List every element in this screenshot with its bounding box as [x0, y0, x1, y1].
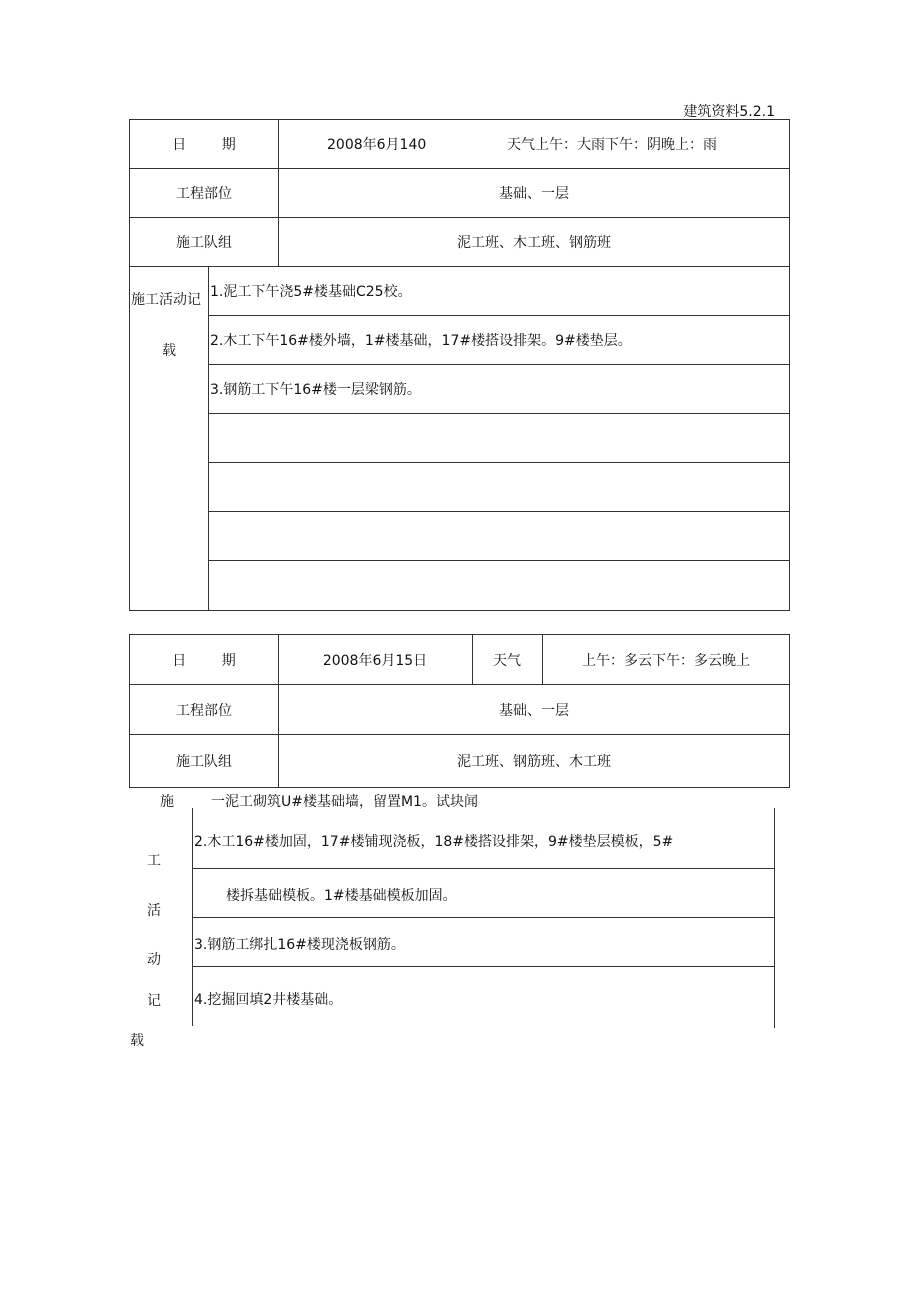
log1-team-value: 泥工班、木工班、钢筋班 — [457, 235, 611, 251]
log1-activity-row — [208, 462, 210, 512]
log1-location-label: 工程部位 — [176, 186, 232, 202]
log2-weather-value: 上午：多云下午：多云晚上 — [582, 652, 750, 669]
log2-activity-rule — [192, 917, 775, 918]
log2-date-label: 日 期 — [172, 652, 236, 669]
log2-date-value: 2008年6月15日 — [322, 652, 428, 669]
log1-activity-label-end: 载 — [162, 343, 176, 359]
log1-activity-row — [208, 511, 210, 561]
log2-activity-label-char: 动 — [147, 952, 161, 968]
log2-team-label: 施工队组 — [176, 754, 232, 770]
log1-rule — [208, 462, 790, 463]
log1-activity-row: 3.钢筋工下午16#楼一层梁钢筋。 — [210, 382, 421, 398]
log2-location-value: 基础、一层 — [499, 702, 569, 719]
log2-activity-label-char: 活 — [147, 903, 161, 919]
log2-activity-right-border — [774, 808, 775, 1028]
log2-location-label: 工程部位 — [176, 702, 232, 719]
doc-id: 建筑资料5.2.1 — [683, 104, 775, 120]
log2-team-value: 泥工班、钢筋班、木工班 — [457, 754, 611, 770]
log2-activity-rule — [192, 966, 775, 967]
log1-date-value: 2008年6月140 — [327, 137, 427, 153]
log2-activity-line: 3.钢筋工绑扎16#楼现浇板钢筋。 — [194, 937, 405, 953]
log2-activity-label-char: 工 — [147, 853, 161, 869]
log1-activity-label: 施工活动记 — [131, 292, 201, 308]
log1-date-label: 日 期 — [172, 137, 236, 153]
log2-activity-line: 2.木工16#楼加固，17#楼铺现浇板，18#楼搭设排架，9#楼垫层模板，5# — [194, 834, 674, 850]
log1-activity-row — [208, 560, 210, 610]
log2-activity-label-char: 施 — [160, 794, 174, 810]
log2-activity-label-char: 记 — [147, 993, 161, 1009]
log1-activity-row — [208, 413, 210, 463]
log2-activity-line: 一泥工砌筑U#楼基础墙，留置M1。试块闻 — [211, 794, 478, 810]
log1-activity-row: 1.泥工下午浇5#楼基础C25校。 — [210, 284, 412, 300]
log1-weather: 天气上午：大雨下午：阴晚上：雨 — [507, 137, 717, 153]
log1-location-value: 基础、一层 — [499, 186, 569, 202]
log2-activity-line: 4.挖掘回填2井楼基础。 — [194, 992, 343, 1008]
log1-activity-row: 2.木工下午16#楼外墙，1#楼基础，17#楼搭设排架。9#楼垫层。 — [210, 333, 632, 349]
log2-activity-label-char: 载 — [130, 1033, 144, 1049]
log2-activity-rule — [192, 868, 775, 869]
log1-rule — [208, 511, 790, 512]
log1-team-label: 施工队组 — [176, 235, 232, 251]
log1-rule — [208, 560, 790, 561]
log2-weather-label: 天气 — [493, 652, 521, 669]
log2-activity-line: 楼拆基础模板。1#楼基础模板加固。 — [226, 888, 457, 904]
